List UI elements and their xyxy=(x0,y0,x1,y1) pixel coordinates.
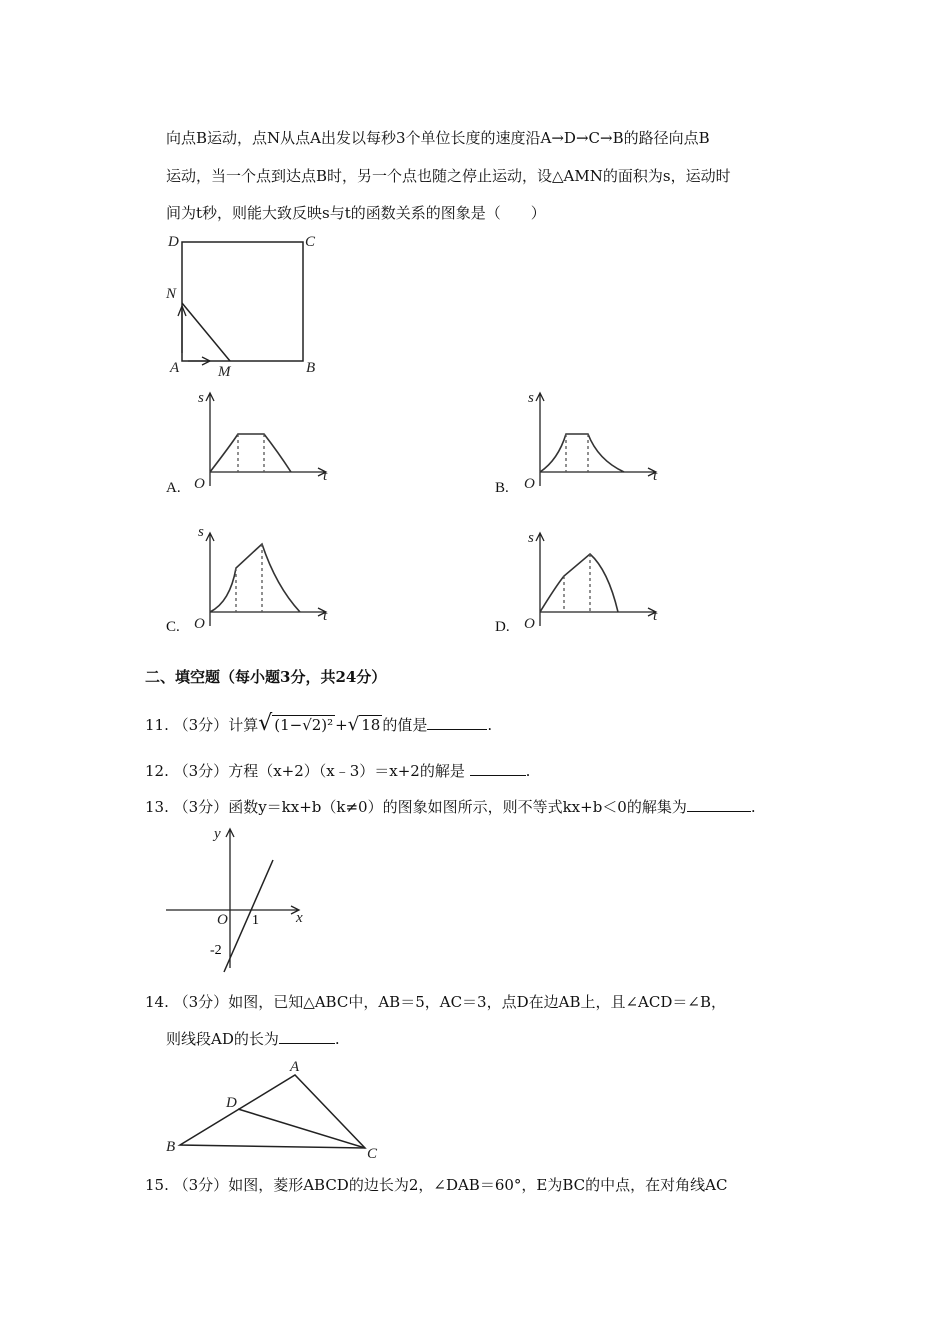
option-b-label[interactable]: B. xyxy=(495,480,509,496)
svg-text:O: O xyxy=(524,476,535,492)
q12-answer-blank[interactable] xyxy=(470,761,526,776)
svg-text:1: 1 xyxy=(252,913,259,928)
label-C: C xyxy=(305,234,316,250)
svg-text:y: y xyxy=(214,826,221,842)
curve-b xyxy=(540,434,624,472)
square-figure xyxy=(160,228,330,384)
q10-line2: 运动，当一个点到达点B时，另一个点也随之停止运动，设△AMN的面积为s，运动时 xyxy=(166,167,731,185)
square-abcd xyxy=(182,242,303,361)
svg-text:t: t xyxy=(653,468,658,484)
label-D: D xyxy=(168,234,179,250)
svg-text:s: s xyxy=(198,526,204,540)
svg-text:O: O xyxy=(194,616,205,632)
q11-answer-blank[interactable] xyxy=(427,715,487,730)
option-d-graph[interactable] xyxy=(520,526,670,634)
option-a-label[interactable]: A. xyxy=(166,480,181,496)
q13: 13. （3分）函数y＝kx+b（k≠0）的图象如图所示，则不等式kx+b＜0的解集为 . xyxy=(145,798,756,816)
curve-d xyxy=(540,554,618,612)
option-c-label[interactable]: C. xyxy=(166,619,180,635)
triangle-abc xyxy=(180,1075,365,1148)
svg-text:O: O xyxy=(194,476,205,492)
q12: 12. （3分）方程（x+2）（x﹣3）＝x+2的解是 . xyxy=(145,762,531,780)
q13-line-graph xyxy=(160,818,320,978)
q11-radicand1: (1−√2)² xyxy=(274,716,334,734)
curve-c xyxy=(210,544,300,612)
svg-text:B: B xyxy=(166,1139,176,1155)
svg-text:D: D xyxy=(226,1095,237,1111)
svg-text:t: t xyxy=(653,608,658,624)
svg-text:s: s xyxy=(198,390,204,406)
q13-answer-blank[interactable] xyxy=(687,797,751,812)
q10-line3: 间为t秒，则能大致反映s与t的函数关系的图象是（ ） xyxy=(166,204,546,222)
svg-text:x: x xyxy=(296,910,303,926)
q10-line1: 向点B运动，点N从点A出发以每秒3个单位长度的速度沿A→D→C→B的路径向点B xyxy=(166,129,710,147)
svg-text:t: t xyxy=(323,468,328,484)
line-kx-b xyxy=(224,860,273,972)
svg-text:-2: -2 xyxy=(210,943,222,958)
option-b-graph[interactable] xyxy=(520,386,670,494)
label-A: A xyxy=(170,360,180,376)
q11: 11. （3分）计算√ (1−√2)² +√ 18 的值是 . xyxy=(145,711,493,736)
label-B: B xyxy=(306,360,316,376)
svg-text:C: C xyxy=(367,1146,378,1162)
section-title: 二、填空题（每小题3分，共24分） xyxy=(145,668,387,686)
curve-a xyxy=(210,434,291,472)
segment-nm xyxy=(182,303,230,361)
q14-line1: 14. （3分）如图，已知△ABC中，AB＝5，AC＝3，点D在边AB上，且∠ACD＝∠B， xyxy=(145,993,726,1011)
svg-text:O: O xyxy=(524,616,535,632)
option-d-label[interactable]: D. xyxy=(495,619,510,635)
option-a-graph[interactable] xyxy=(190,386,340,494)
q14-line2: 则线段AD的长为 . xyxy=(166,1030,340,1048)
option-c-graph[interactable] xyxy=(190,526,340,634)
q15: 15. （3分）如图，菱形ABCD的边长为2，∠DAB＝60°，E为BC的中点，在对角线AC xyxy=(145,1176,728,1194)
q14-answer-blank[interactable] xyxy=(279,1029,335,1044)
q11-radicand2: 18 xyxy=(361,716,381,734)
svg-text:t: t xyxy=(323,608,328,624)
q14-triangle xyxy=(160,1055,400,1165)
label-M: M xyxy=(218,364,231,380)
label-N: N xyxy=(166,286,177,302)
svg-text:O: O xyxy=(217,912,228,928)
svg-text:s: s xyxy=(528,530,534,546)
svg-text:A: A xyxy=(290,1059,300,1075)
svg-text:s: s xyxy=(528,390,534,406)
